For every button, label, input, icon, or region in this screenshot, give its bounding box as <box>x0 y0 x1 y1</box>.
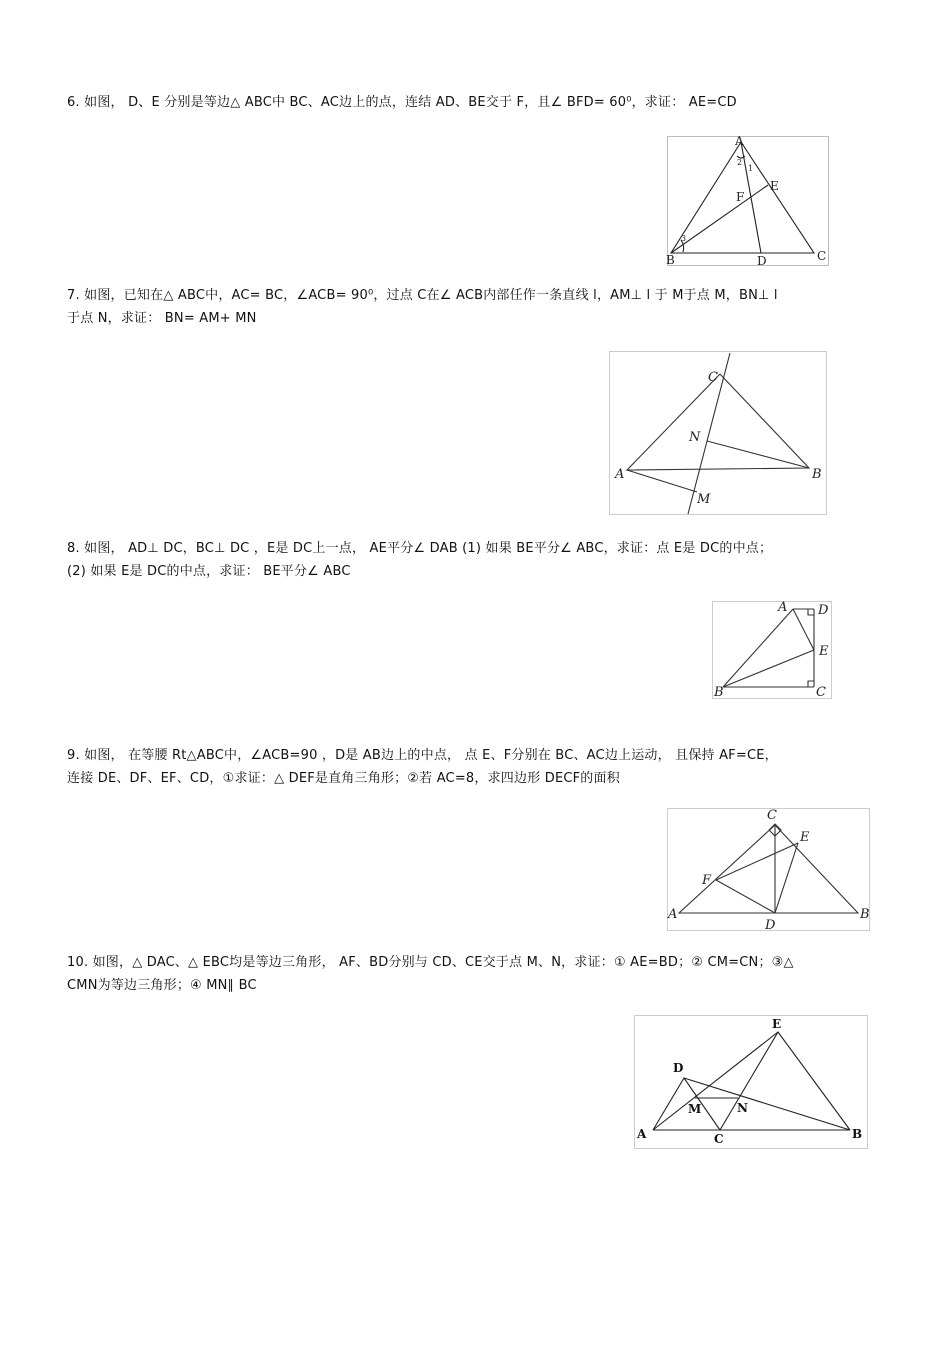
fig6-angle-1: 1 <box>748 164 754 173</box>
problem-10 <box>67 951 882 997</box>
fig10-label-B: B <box>852 1127 863 1141</box>
fig10-label-M: M <box>688 1102 702 1116</box>
problem-9 <box>67 744 882 790</box>
fig9-label-B: B <box>860 907 870 922</box>
fig10-label-C: C <box>714 1132 724 1146</box>
fig9-label-E: E <box>800 830 810 845</box>
problem-10-line-1: 10. 如图，△ DAC、△ EBC均是等边三角形， AF、BD分别与 CD、CE交于点 M、N，求证：① AE=BD；② CM=CN；③△ <box>67 955 794 970</box>
problem-8-line-2: (2) 如果 E是 DC的中点，求证： BE平分∠ ABC <box>67 564 351 579</box>
problem-9-line-2: 连接 DE、DF、EF、CD，①求证：△ DEF是直角三角形；②若 AC=8，求四边形 DECF的面积 <box>67 771 620 786</box>
problem-7-line-2: 于点 N，求证： BN= AM+ MN <box>67 311 257 326</box>
fig7-label-M: M <box>697 492 711 507</box>
problem-6 <box>67 91 882 114</box>
fig10-label-D: D <box>673 1061 684 1075</box>
problem-6-line-1: 6. 如图， D、E 分别是等边△ ABC中 BC、AC边上的点，连结 AD、BE交于 F，且∠ BFD= 60⁰，求证： AE=CD <box>67 95 737 110</box>
fig8-label-B: B <box>714 685 724 700</box>
fig7-label-C: C <box>708 370 718 385</box>
problem-10-line-2: CMN为等边三角形；④ MN∥ BC <box>67 978 257 993</box>
fig10-label-E: E <box>772 1017 782 1031</box>
problem-7 <box>67 284 882 330</box>
figure-6 <box>667 136 829 266</box>
fig8-label-C: C <box>816 685 826 700</box>
fig6-angle-3: 3 <box>681 234 687 243</box>
fig6-label-F: F <box>736 190 745 204</box>
fig6-label-A: A <box>735 134 744 148</box>
problem-8 <box>67 537 882 583</box>
fig8-label-A: A <box>778 600 788 615</box>
fig9-label-D: D <box>765 918 776 933</box>
fig8-label-E: E <box>819 644 829 659</box>
fig6-label-E: E <box>770 179 779 193</box>
fig7-label-B: B <box>812 467 822 482</box>
problem-9-line-1: 9. 如图， 在等腰 Rt△ABC中，∠ACB=90 ，D是 AB边上的中点， 点 E、F分别在 BC、AC边上运动， 且保持 AF=CE， <box>67 748 778 763</box>
fig9-label-F: F <box>702 873 712 888</box>
fig10-label-N: N <box>737 1101 748 1115</box>
fig7-label-A: A <box>615 467 625 482</box>
figure-7 <box>609 351 827 516</box>
fig6-label-B: B <box>666 253 675 267</box>
fig10-label-A: A <box>637 1127 647 1141</box>
fig8-label-D: D <box>818 603 829 618</box>
fig6-label-D: D <box>757 254 767 268</box>
fig9-label-C: C <box>767 808 777 823</box>
fig7-label-N: N <box>689 430 701 445</box>
problem-7-line-1: 7. 如图，已知在△ ABC中，AC= BC，∠ACB= 90⁰，过点 C在∠ ACB内部任作一条直线 l，AM⊥ l 于 M于点 M，BN⊥ l <box>67 288 778 303</box>
problem-8-line-1: 8. 如图， AD⊥ DC，BC⊥ DC ，E是 DC上一点， AE平分∠ DAB (1) 如果 BE平分∠ ABC，求证：点 E是 DC的中点； <box>67 541 773 556</box>
figure-9 <box>667 808 870 932</box>
figure-10 <box>634 1015 868 1149</box>
figure-8 <box>712 601 832 699</box>
fig6-label-C: C <box>817 249 827 263</box>
fig9-label-A: A <box>668 907 678 922</box>
fig6-angle-2: 2 <box>737 158 743 167</box>
